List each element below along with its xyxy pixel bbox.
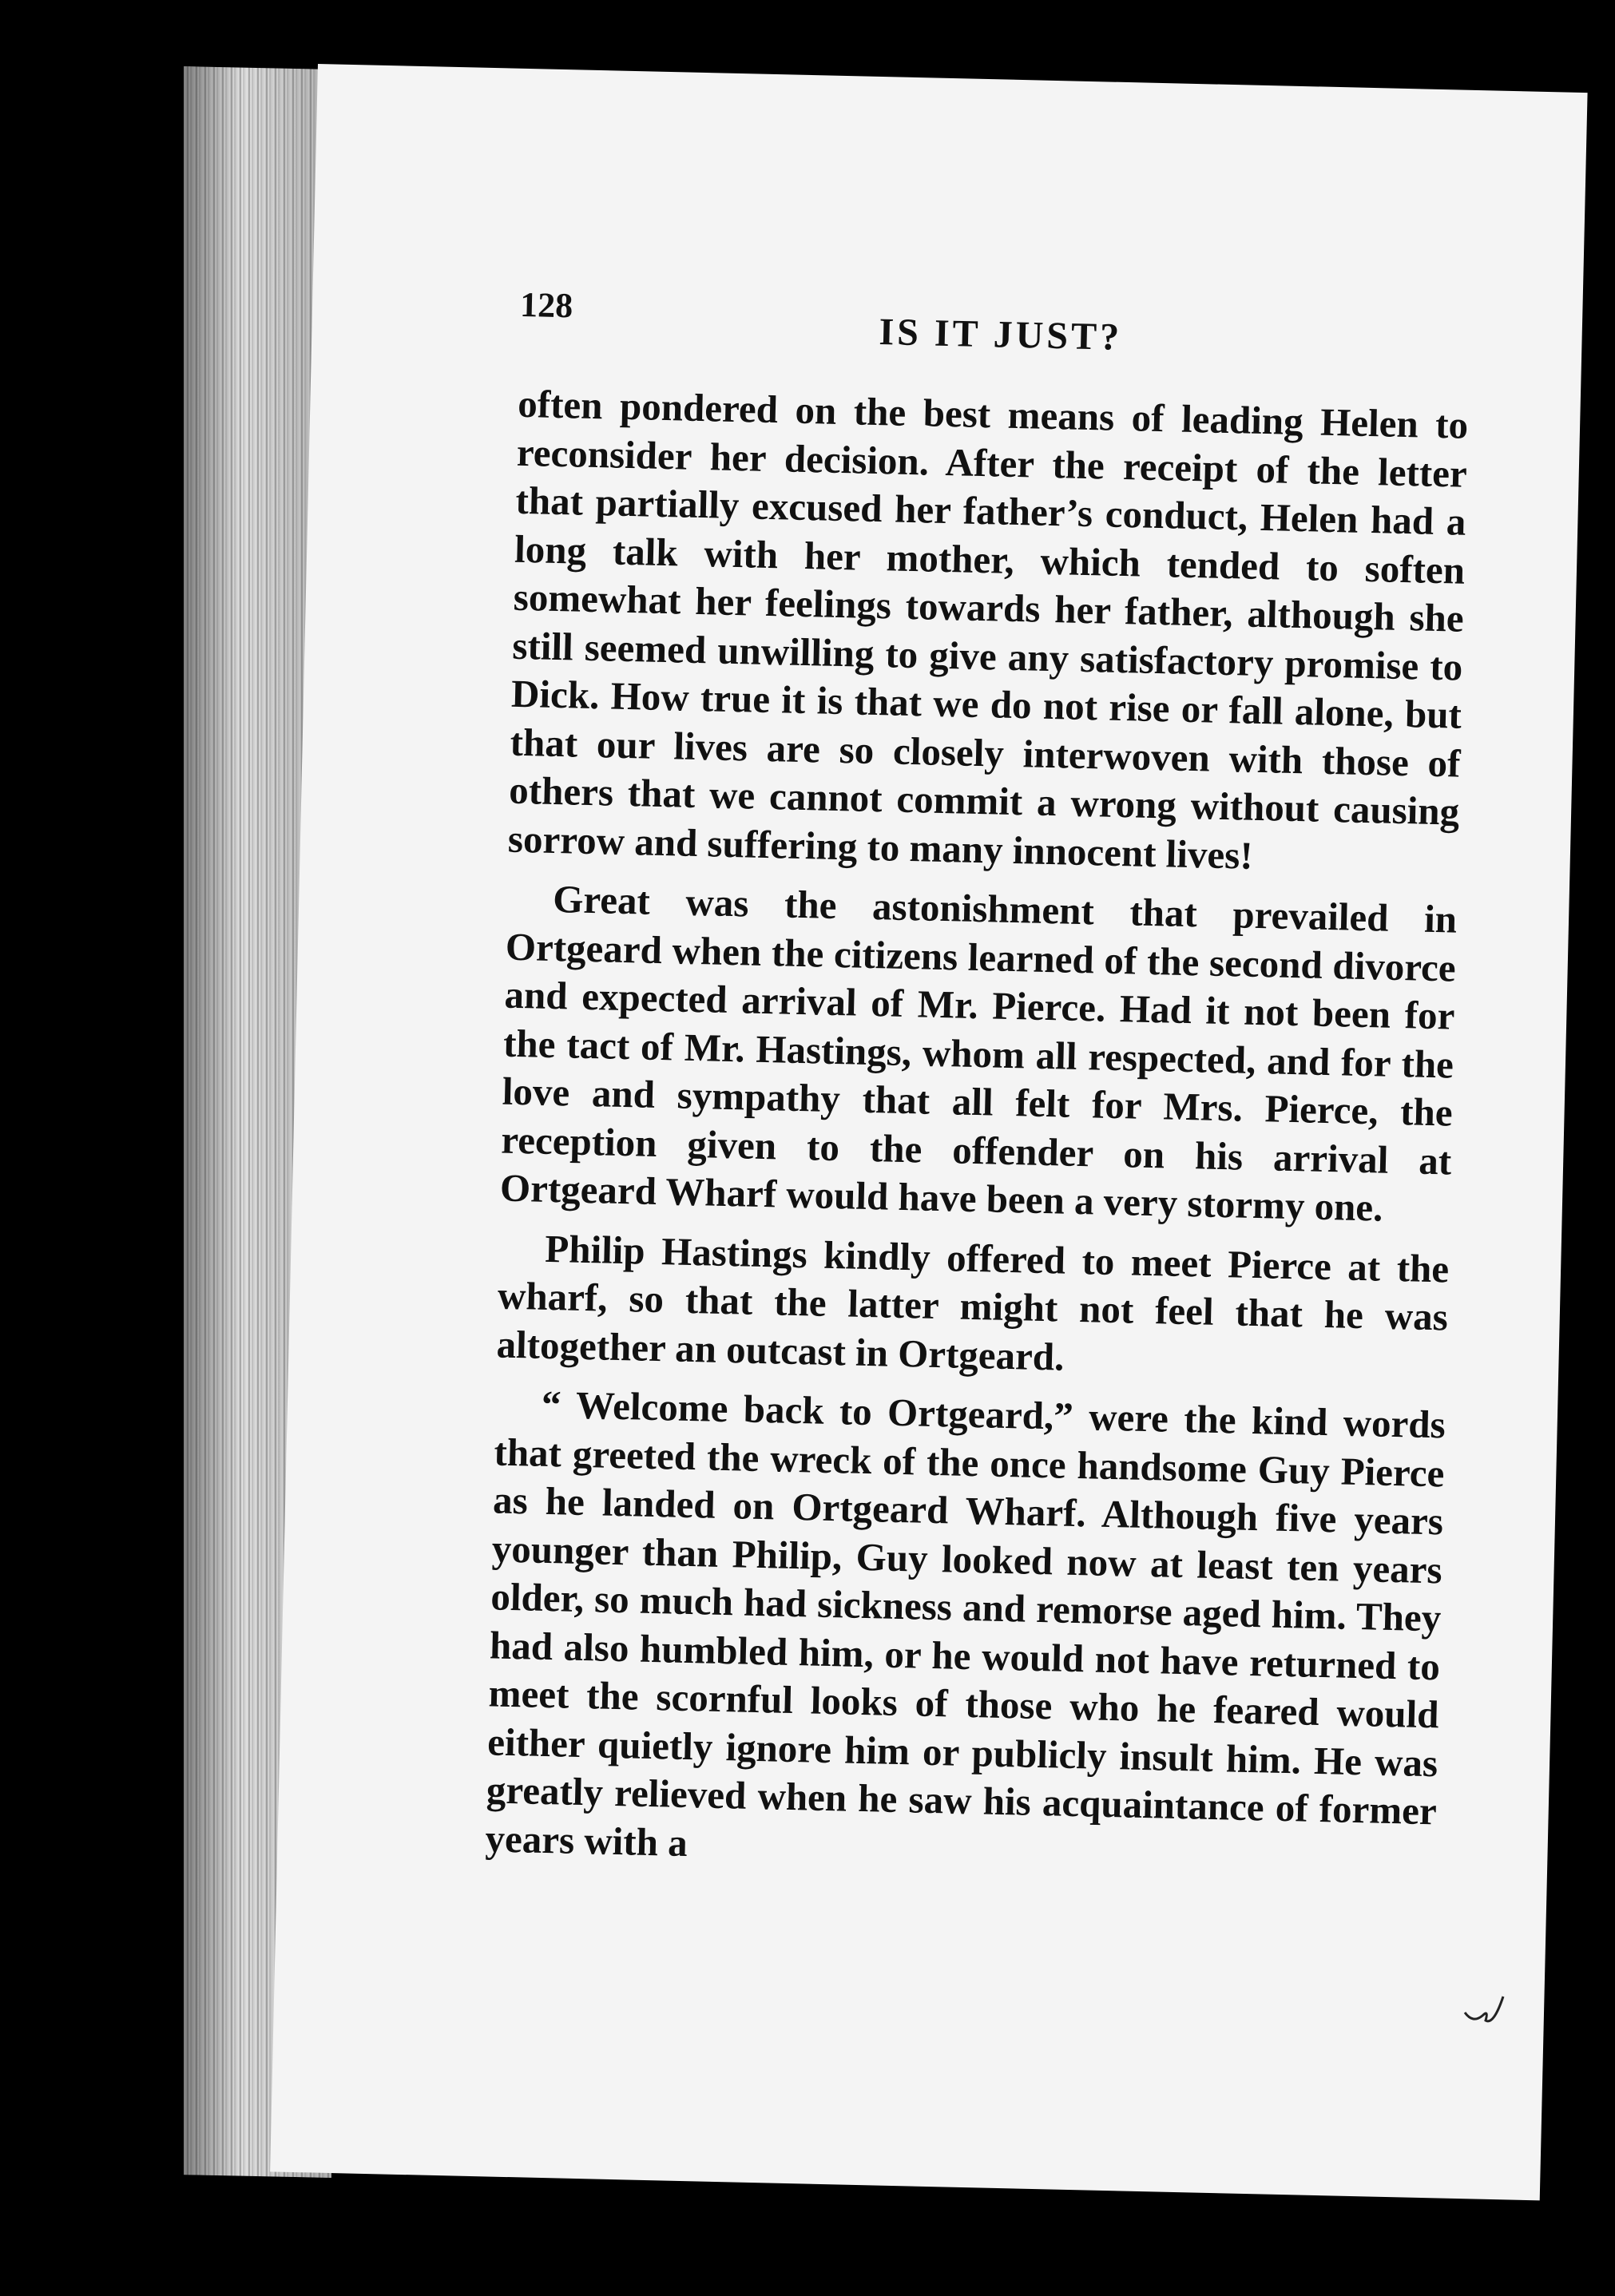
- paragraph-1: often pondered on the best means of leading Helen to reconsider her decision. After the receipt of the letter that partially excused her father’s conduct, Helen had a long talk with her mother, which tended to soften somewhat her feelings towards her father, although she still seemed unwilling to give any satisfactory promise to Dick. How true it is that we do not rise or fall alone, but that our lives are so closely interwoven with those of others that we cannot commit a wrong without causing sorrow and suffering to many innocent lives!: [507, 381, 1469, 878]
- book-page: [270, 64, 1587, 2200]
- page-number: 128: [519, 284, 573, 326]
- running-head: [519, 284, 1471, 370]
- paragraph-2: Great was the astonishment that prevailed in Ortgeard when the citizens learned of the second divorce and expected arrival of Mr. Pierce. Had it not been for the tact of Mr. Hastings, whom all respected, and for the love and sympathy that all felt for Mrs. Pierce, the reception given to the offender on his arrival at Ortgeard Wharf would have been a very stormy one.: [499, 876, 1458, 1230]
- body-text: [485, 380, 1469, 1885]
- pencil-mark-icon: [1462, 1989, 1510, 2028]
- paragraph-3: Philip Hastings kindly offered to meet Pierce at the wharf, so that the latter might not feel that he was altogether an outcast in Ortgeard.: [496, 1226, 1450, 1379]
- paragraph-4: “ Welcome back to Ortgeard,” were the kind words that greeted the wreck of the once handsome Guy Pierce as he landed on Ortgeard Wharf. Although five years younger than Philip, Guy looked now at least ten years older, so much had sickness and remorse aged him. They had also humbled him, or he would not have returned to meet the scornful looks of those who he feared would either quietly ignore him or publicly insult him. He was greatly relieved when he saw his acquaintance of former years with a: [485, 1382, 1446, 1865]
- running-title: IS IT JUST?: [878, 311, 1123, 359]
- page-content: [485, 284, 1471, 1884]
